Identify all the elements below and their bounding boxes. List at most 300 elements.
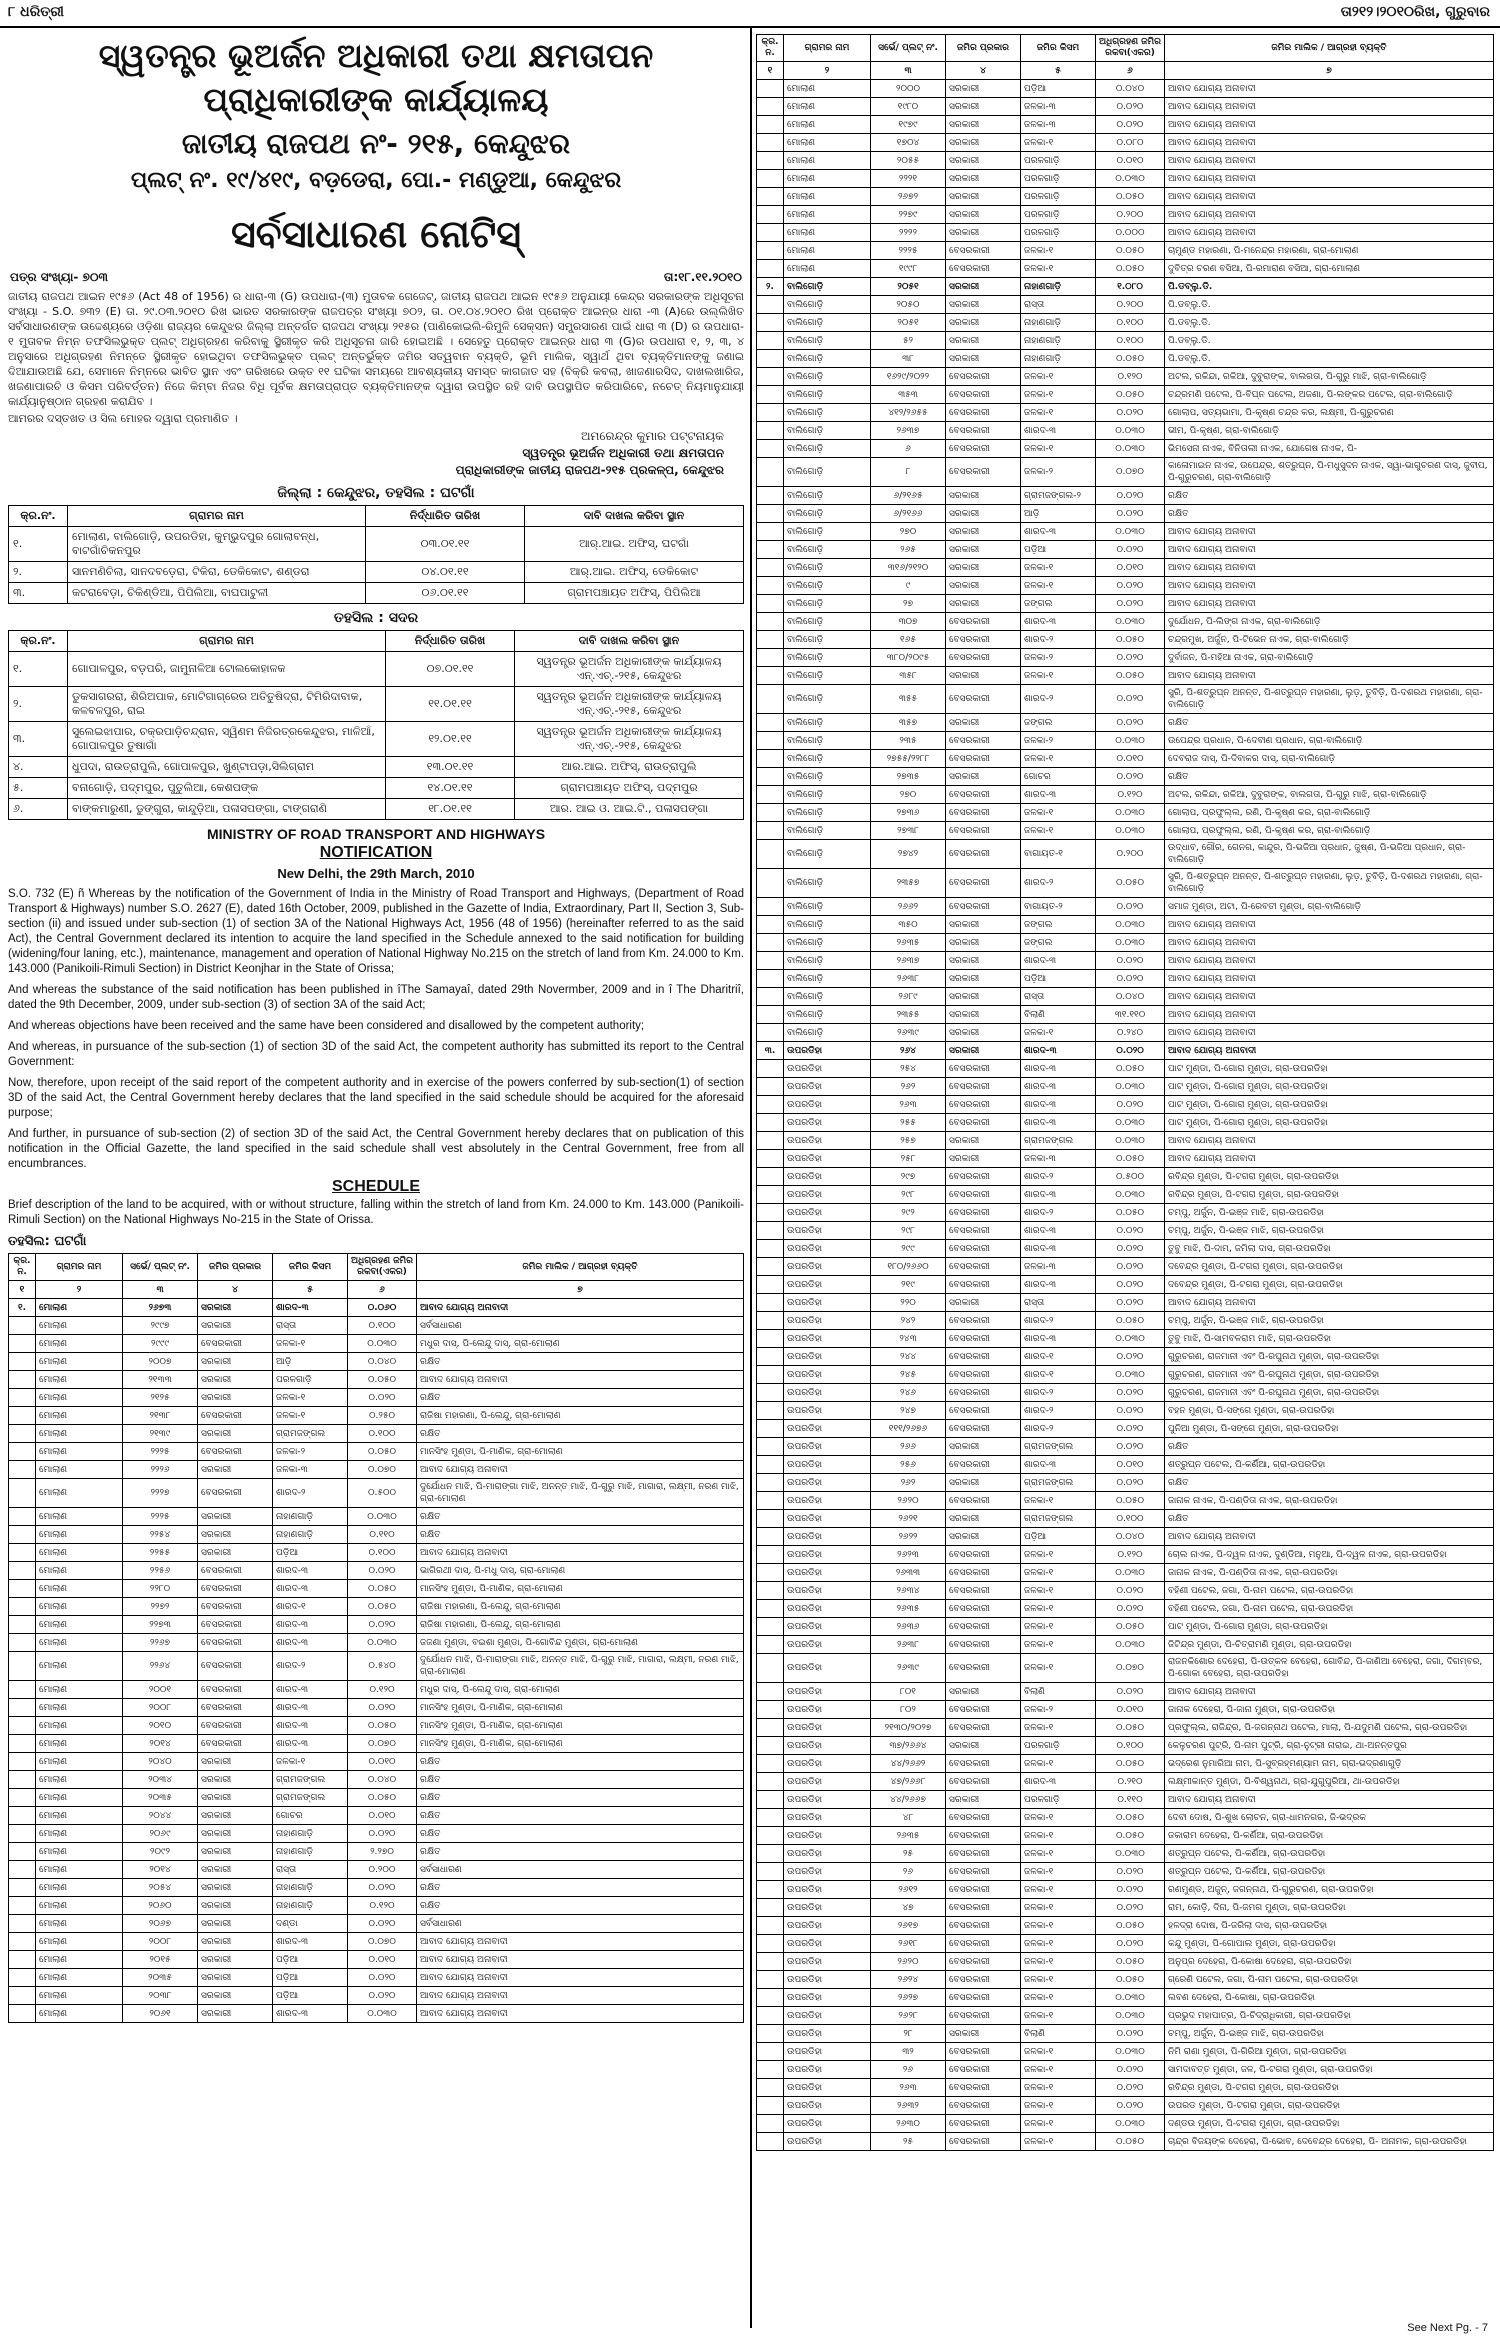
cell: ବିଲାଣି: [1021, 1006, 1096, 1024]
cell: ଦଣ୍ଡା: [273, 1915, 348, 1933]
cell: ୦.୦୩୦: [1096, 1989, 1165, 2007]
cell: ବେସରକାରୀ: [198, 1407, 273, 1425]
cell: [757, 1132, 784, 1150]
table-row: [757, 1204, 1494, 1222]
cell: ଆବାଦ ଯୋଗ୍ୟ ଅନାବାଦୀ: [1165, 1791, 1494, 1809]
cell: ୨୧୩୮: [123, 1407, 198, 1425]
cell: ବେସରକାରୀ: [946, 649, 1021, 667]
table-row: [757, 170, 1494, 188]
cell: ୨୪୭: [871, 1402, 946, 1420]
cell: ସ୍ୱତନ୍ତ୍ର ଭୂଅର୍ଜନ ଅଧିକାରୀଙ୍କ କାର୍ଯ୍ୟାଳୟ ଏନ୍.ଏଚ୍.-୨୧୫, କେନ୍ଦୁଝର: [515, 722, 744, 757]
cell: ୦.୦୨୦: [1096, 1899, 1165, 1917]
cell: ବେସରକାରୀ: [946, 1636, 1021, 1654]
cell: [757, 649, 784, 667]
cell: ସରକାରୀ: [946, 80, 1021, 98]
cell: ସୁଲେଇଝାପାର, ଚକ୍ରପାଡ଼ିଚନ୍ଦ୍ରାନ, ସ୍ୱିଣମ ନିଜିରତ୍ରକେନ୍ଦୁଝର, ମାଳିଆଁ, ଗୋପାଳପୁର ତୁଷାଗାଁ: [68, 722, 386, 757]
table-row: [757, 804, 1494, 822]
cell: ୦.୦୨୦: [1096, 1258, 1165, 1276]
cell: ୬.: [9, 799, 68, 820]
cell: [757, 1899, 784, 1917]
table-row: [757, 80, 1494, 98]
cell: ୦.୦୨୦: [1096, 1881, 1165, 1899]
cell: ୨୬୩୬: [871, 1618, 946, 1636]
cell: ୪୪/୨୬୬୭: [871, 1791, 946, 1809]
cell: ୦.୦୨୦: [1096, 1222, 1165, 1240]
cell: ଗ୍ରାମଜଙ୍ଗଲ: [273, 1771, 348, 1789]
cell: ଗ୍ରାମଜଙ୍ଗଲ: [273, 1789, 348, 1807]
table-row: [757, 1791, 1494, 1809]
cell: ଉପରଡିହା: [784, 1312, 871, 1330]
cell: ସରକାରୀ: [946, 1024, 1021, 1042]
cell: ଆବାଦ ଯୋଗ୍ୟ ଅନାବାଦୀ: [1165, 970, 1494, 988]
cell: ସରକାରୀ: [198, 1508, 273, 1526]
cell: ୨୬୧୮: [871, 1935, 946, 1953]
cell: ଚାନ୍ଦ୍ର ବିଜୟଙ୍କ ଦେହେରା, ପି-ଭୋବ, ଦେବେନ୍ଦ୍ର ଦେହେରା, ପି- ଅନାମକ, ଗ୍ରା-ଉପରଡିହା: [1165, 2133, 1494, 2151]
cell: ମୋଲାଣ: [36, 1479, 123, 1508]
cell: ସରକାରୀ: [198, 1861, 273, 1879]
cell: ସରକାରୀ: [946, 916, 1021, 934]
cell: ସରକାରୀ: [946, 541, 1021, 559]
cell: ୧.: [9, 652, 68, 687]
cell: ୫୨: [871, 332, 946, 350]
cell: ବେସରକାରୀ: [946, 2079, 1021, 2097]
cell: ବହିଣୀ ପଟେଲ, ଜଗା, ପି-ନାମ ପଟେଲ, ଗ୍ରା-ଉପରଡିହା: [1165, 1600, 1494, 1618]
cell: ୨୨୨୭: [123, 1479, 198, 1508]
cell: ୨୬୩୫: [871, 1600, 946, 1618]
col-header: ନିର୍ଦ୍ଧାରିତ ତାରିଖ: [366, 506, 525, 527]
cell: ସରକାରୀ: [198, 1915, 273, 1933]
table-row: [757, 1899, 1494, 1917]
cell: ବାଲିଗୋଡ଼ି: [784, 1006, 871, 1024]
table-row: [757, 260, 1494, 278]
cell: ବେସରକାରୀ: [946, 2133, 1021, 2151]
table-row: [9, 757, 744, 778]
cell: ୦.୦୪୦: [1096, 988, 1165, 1006]
table-row: [757, 1636, 1494, 1654]
table-row: [757, 1600, 1494, 1618]
cell: ସରକାରୀ: [198, 1969, 273, 1987]
cell: [757, 732, 784, 750]
table-row: [757, 1456, 1494, 1474]
cell: [757, 750, 784, 768]
cell: ୩୭/୨୬୬୪: [871, 1737, 946, 1755]
cell: ସରକାରୀ: [946, 1683, 1021, 1701]
cell: [9, 1479, 36, 1508]
cell: ୨୩୫: [871, 732, 946, 750]
cell: [757, 152, 784, 170]
ministry-heading: MINISTRY OF ROAD TRANSPORT AND HIGHWAYS: [206, 826, 546, 842]
cell: ୨୦୪୪: [123, 1807, 198, 1825]
cell: ଜଳକା-୧: [1021, 2115, 1096, 2133]
cell: ୦.୦୨୦: [1096, 898, 1165, 916]
cell: ଜଳକା-୧: [1021, 1654, 1096, 1683]
cell: ବେସରକାରୀ: [198, 1443, 273, 1461]
cell: ୦.୦୩୦: [1096, 732, 1165, 750]
cell: ଜଜଣା ମୁଣ୍ଡା, ବଇଶା ମୁଣ୍ଡା, ପି-ଗୋବିନ୍ଦ ମୁଣ୍ଡା, ଗ୍ରା-ମୋଲାଣ: [417, 1634, 744, 1652]
cell: ଆବାଦ ଯୋଗ୍ୟ ଅନାବାଦୀ: [1165, 80, 1494, 98]
cell: ଦବେନ୍ଦ୍ର ମୁଣ୍ଡା, ପି-ଟଗରା ମୁଣ୍ଡା, ଗ୍ରା-ଉପରଡିହା: [1165, 1258, 1494, 1276]
cell: ଜଳକା-୧: [1021, 368, 1096, 386]
cell: ଶାରଦ-୩: [1021, 1114, 1096, 1132]
cell: ମୋଲାଣ: [784, 80, 871, 98]
cell: ଜଙ୍ଗଲ: [1021, 916, 1096, 934]
cell: ଶାରଦ-୧: [273, 1598, 348, 1616]
col-number: ୫: [1021, 62, 1096, 80]
cell: ୨୫୫: [871, 1114, 946, 1132]
cell: ଜଳକା-୧: [1021, 1881, 1096, 1899]
cell: ଶାରଦ-୩: [273, 1616, 348, 1634]
cell: ବେସରକାରୀ: [198, 1616, 273, 1634]
cell: ମୋଲାଣ: [36, 1443, 123, 1461]
cell: ପାଟ ମୁଣ୍ଡା, ପି-ଗୋରା ମୁଣ୍ଡା, ଗ୍ରା-ଉପରଡିହା: [1165, 1618, 1494, 1636]
cell: ପଡ଼ିଆ: [1021, 541, 1096, 559]
table-row: [9, 2005, 744, 2023]
cell: ସରକାରୀ: [946, 332, 1021, 350]
cell: ସରକାରୀ: [946, 1006, 1021, 1024]
table-row: [757, 1042, 1494, 1060]
cell: ଆବାଦ ଯୋଗ୍ୟ ଅନାବାଦୀ: [417, 1933, 744, 1951]
cell: ବାଲିଗୋଡ଼ି: [784, 404, 871, 422]
cell: [9, 1425, 36, 1443]
cell: ବାଲିଗୋଡ଼ି: [784, 440, 871, 458]
table-row: [757, 224, 1494, 242]
cell: ପୁନିଆ ମୁଣ୍ଡା, ପି-ସଙ୍ଗେ ମୁଣ୍ଡା, ଗ୍ରା-ଉପରଡିହା: [1165, 1420, 1494, 1438]
cell: ୨୦୧୦: [123, 1717, 198, 1735]
cell: ୦.୦୩୦: [1096, 1330, 1165, 1348]
cell: [757, 224, 784, 242]
cell: ସରକାରୀ: [946, 1294, 1021, 1312]
cell: ପ୍ରଭୁଦ ମହାପାତ୍ର, ପି-ଚିଦ୍ରାଧିକାରୀ, ଗ୍ରା-ଉପରଡିହା: [1165, 2007, 1494, 2025]
table-row: [9, 1299, 744, 1317]
cell: ସରକାରୀ: [946, 1737, 1021, 1755]
cell: [757, 2097, 784, 2115]
table-row: [9, 1425, 744, 1443]
cell: ୧୯୭୯: [871, 116, 946, 134]
cell: ନାହାଣଗାଡ଼ି: [1021, 314, 1096, 332]
continued-note: See Next Pg. - 7: [1407, 2322, 1488, 2334]
cell: ମୋଲାଣ: [36, 1969, 123, 1987]
table-row: [757, 98, 1494, 116]
cell: ବେସରକାରୀ: [946, 1899, 1021, 1917]
cell: [757, 1024, 784, 1042]
cell: ଆବାଦ ଯୋଗ୍ୟ ଅନାବାଦୀ: [1165, 934, 1494, 952]
cell: ଆବାଦ ଯୋଗ୍ୟ ଅନାବାଦୀ: [1165, 577, 1494, 595]
table-row: [757, 1881, 1494, 1899]
cell: [757, 170, 784, 188]
cell: [757, 1935, 784, 1953]
cell: ସରକାରୀ: [198, 1371, 273, 1389]
cell: [757, 1971, 784, 1989]
notification-place-date: New Delhi, the 29th March, 2010: [277, 866, 475, 881]
cell: ୦.୦୨୦: [348, 1699, 417, 1717]
cell: ଶାରଦ-୧: [1021, 1366, 1096, 1384]
cell: ବାଗାୟତ-୧: [1021, 840, 1096, 869]
cell: ମାନସିଂହ ମୁଣ୍ଡା, ପି-ମାଣିକ, ଗ୍ରା-ମୋଲାଣ: [417, 1717, 744, 1735]
cell: [9, 1681, 36, 1699]
cell: ୨୬୫: [871, 541, 946, 559]
table-row: [757, 1384, 1494, 1402]
cell: ୨୦୪୦: [123, 1753, 198, 1771]
cell: ଦେବରାଜ ଦାସ୍, ପି-ଦିବାକର ଦାସ୍, ଗ୍ରା-ବାଲିଗୋଡ଼ି: [1165, 750, 1494, 768]
cell: ଉପରଡିହା: [784, 1636, 871, 1654]
cell: ୩୫୭: [871, 714, 946, 732]
cell: ଶାରଦ-୩: [1021, 422, 1096, 440]
cell: ବାଲିଗୋଡ଼ି: [784, 685, 871, 714]
cell: ପଡ଼ିଆ: [273, 1951, 348, 1969]
cell: ୨୦୫୧: [871, 278, 946, 296]
cell: ଭିମସେନା ନାଏକ, ବିନିତାଲୀ ନାଏକ, ଯୋଗେଷ ନାଏକ, ପି-: [1165, 440, 1494, 458]
cell: ଗ୍ରାମଜଙ୍ଗଲ-୨: [1021, 487, 1096, 505]
cell: ୦.୦୨୦: [1096, 768, 1165, 786]
cell: ଚମ୍ପୁ, ଅର୍ଜୁନ, ପି-ଇଞ୍ଜ ମାଝି, ଗ୍ରା-ଉପରଡିହା: [1165, 2025, 1494, 2043]
cell: [9, 1915, 36, 1933]
cell: ସରକାରୀ: [946, 134, 1021, 152]
cell: ମୋଲାଣ: [36, 1634, 123, 1652]
cell: ବାଲିଗୋଡ଼ି: [784, 505, 871, 523]
cell: ବିଲାଣି: [1021, 2025, 1096, 2043]
col-header: ଗ୍ରାମର ନାମ: [784, 35, 871, 62]
table-row: [757, 916, 1494, 934]
cell: ସରକାରୀ: [198, 1897, 273, 1915]
cell: [757, 296, 784, 314]
table-row: [9, 1598, 744, 1616]
cell: ୨.: [757, 278, 784, 296]
cell: ୦.୦୫୦: [1096, 1204, 1165, 1222]
cell: ୨୬୩୪: [871, 1582, 946, 1600]
table-row: [757, 595, 1494, 613]
cell: ତୁବୁ ମାଝି, ପି-ଦାମ, ଜମିଲା ଦାସ, ଗ୍ରା-ଉପରଡିହା: [1165, 1240, 1494, 1258]
cell: [9, 1879, 36, 1897]
cell: ସରକାରୀ: [198, 1933, 273, 1951]
cell: ୦.୦୩୦: [1096, 1564, 1165, 1582]
cell: [9, 1580, 36, 1598]
cell: ୩୫୦: [871, 916, 946, 934]
cell: ଆବାଦ ଯୋଗ୍ୟ ଅନାବାଦୀ: [1165, 1132, 1494, 1150]
cell: ବେସରକାରୀ: [946, 732, 1021, 750]
cell: କେଳୁଚରଣ ପୁଟ୍ରି, ପି-ନାମ ପୁଟ୍ରି, ଗ୍ରା-ନୁଟ୍ରୀ ନାରାଇ, ଥା-ଅନନ୍ତପୁର: [1165, 1737, 1494, 1755]
cell: ୦.୦୨୦: [1096, 2097, 1165, 2115]
cell: [757, 1060, 784, 1078]
table-row: [757, 152, 1494, 170]
cell: ୦.୦୩୦: [1096, 1636, 1165, 1654]
cell: ୦.୦୨୦: [1096, 1935, 1165, 1953]
cell: ମୋଲାଣ: [36, 1371, 123, 1389]
cell: ଶାରଦ-୩: [273, 2005, 348, 2023]
cell: ୨.୨୭୦: [348, 1843, 417, 1861]
cell: ମୋଲାଣ: [36, 1317, 123, 1335]
cell: ଉପରଡିହା: [784, 1827, 871, 1845]
table-row: [9, 1681, 744, 1699]
cell: ମୋଲାଣ: [36, 1879, 123, 1897]
cell: ରାସ୍ତା: [1021, 1294, 1096, 1312]
cell: ୦.୦୩୦: [1096, 1114, 1165, 1132]
cell: ଉପରଡିହା: [784, 1348, 871, 1366]
cell: [9, 1969, 36, 1987]
cell: ସରକାରୀ: [946, 1528, 1021, 1546]
table-row: [757, 1348, 1494, 1366]
cell: ବାଲିଗୋଡ଼ି: [784, 422, 871, 440]
cell: ମୋଲାଣ: [784, 206, 871, 224]
cell: ଶାରଦ-୩: [273, 1562, 348, 1580]
cell: ଆବାଦ ଯୋଗ୍ୟ ଅନାବାଦୀ: [417, 2005, 744, 2023]
cell: ବହନ ମୁଣ୍ଡା, ପି-ସଙ୍ଗେ ମୁଣ୍ଡା, ଗ୍ରା-ଉପରଡିହା: [1165, 1402, 1494, 1420]
cell: ଜଳକା-୧: [1021, 134, 1096, 152]
cell: ୦.୨୦୦: [1096, 296, 1165, 314]
cell: ବାଲିଗୋଡ଼ି: [784, 804, 871, 822]
cell: ରକ୍ଷିତ: [417, 1897, 744, 1915]
cell: ମୋଲାଣ, ବାଲିଗୋଡ଼ି, ଉପରଡିହା, କୁମ୍ଭୁଦପୁର ଗୋଲାବନ୍ଧ, ବାଟଗାଁଚିକନପୁର: [68, 527, 366, 562]
cell: ବାଲିଗୋଡ଼ି: [784, 613, 871, 631]
cell: ଅନୁପ୍ର ଦେହେରା, ପି-କୋଷା ଦେହେରା, ଗ୍ରା-ଉପରଡିହା: [1165, 1953, 1494, 1971]
cell: ରାଜନକିଶୋର ଦେହେରା, ପି-ଉତ୍କଳ ବେହେରା, ଗୋବିନ୍ଦ, ପି-ଜାଣିଆ ବେହେରା, ଜଗା, ଦିଗମ୍ବର, ପି-ଗୋକା ବେହେରା, ଗ୍ରା-ଉପରଡିହା: [1165, 1654, 1494, 1683]
notification-para: S.O. 732 (E) ñ Whereas by the notification of the Government of India in the Ministry of Road Transport and Highways, (Department of Road Transport & Highways) number S.O. 2627 (E), dated 16th October, 2009, published in the Gazette of India, Extraordinary, Part II, Section 3, Sub-section (ii) and issued under sub-section (1) of section 3A of the National Highways Act, 1956 (48 of 1956) (hereinafter referred to as the said Act), the Central Government declared its intention to acquire the land specified in the Schedule annexed to the said notification for building (widening/four laning, etc.), maintenance, management and operation of National Highway No.215 on the stretch of land from Km. 24.000 to Km. 143.000 (Panikoili-Rimuli Section) in District Keonjhar in the State of Orissa;: [8, 888, 744, 975]
notification-para: And whereas, in pursuance of the sub-section (1) of section 3D of the said Act, the competent authority has submitted its report to the Central Government:: [8, 1041, 744, 1068]
cell: ବାଲିଗୋଡ଼ି: [784, 822, 871, 840]
cell: ୦.୦୫୦: [1096, 1827, 1165, 1845]
cell: ଉପରଡିହା: [784, 1654, 871, 1683]
notice-body: ଜାତୀୟ ରାଜପଥ ଆଇନ ୧୯୫୬ (Act 48 of 1956) ର ଧାରା-୩ (G) ଉପଧାରା-(୩) ମୁତାବକ ଗେଜେଟ୍, ଜାତୀୟ ରାଜପଥ ଆଇନ ୧୯୫୬ ଅନୁଯାୟୀ କେନ୍ଦ୍ର ସରକାରଙ୍କ ଅଧିସୂଚନା ସଂଖ୍ୟା - S.O. ୭୩୨ (E) ତା. ୨୯.୦୩.୨୦୧୦ ରିଖ ଭାରତ ସରକାରଙ୍କ ରାଜପତ୍ର ସଂଖ୍ୟା ୭୦୨, ତା. ୦୧.୦୪.୨୦୧୦ ରିଖ ପ୍ରୋକ୍ତ ଆଇନ୍‌ର ଧାରା -୩ (A)ରେ ଉଲ୍ଲିଖିତ ସର୍ବସାଧାରଣଙ୍କ ଉଦ୍ଦେଶ୍ୟରେ ଓଡ଼ିଶା ରାଜ୍ୟର କେନ୍ଦୁଝର ଜିଲ୍ଲା ଅନ୍ତର୍ଗତ ରାଜପଥ ସଂଖ୍ୟା ୨୧୫ର (ପାଣିକୋଇଲି-ରିମୁଳି ସେକ୍ସନ) ସମ୍ପ୍ରସାରଣ ପାଇଁ ଧାରା ୩ (D) ର ଉପଧାରା- ୧ ମୁତାବକ ନିମ୍ନ ତଫସିଲଭୁକ୍ତ ପ୍ଲଟ୍ ଅଧିଗ୍ରହଣ କରିବାକୁ ସ୍ଥିରୀକୃତ କରି ଅଧିସୂଚନା ଜାରି ହୋଇଅଛି । ସେହେତୁ ପ୍ରୋକ୍ତ ଆଇନ୍‌ର ଧାରା ୩ (G)ର ଉପଧାରା ୧, ୨, ୩, ୪ ଅନୁସାରେ ଅଧିଗ୍ରହଣ ନିମନ୍ତେ ସ୍ଥିରୀକୃତ ହୋଇଥିବା ତଫସିଲଭୁକ୍ତ ପ୍ଲଟ୍ ଅନ୍ତର୍ଭୁକ୍ତ ଜମିର ସତ୍ୱବାନ ବ୍ୟକ୍ତି, ଭୂମି ମାଲିକ, ସ୍ୱାର୍ଥ ଥିବା ବ୍ୟକ୍ତିମାନଙ୍କୁ ଜଣାଇ ଦିଆଯାଉଅଛି ଯେ, ସେମାନେ ନିମ୍ନରେ ଭାବିତ ସ୍ଥାନ ଏବଂ ତାରିଖରେ ଉକ୍ତ ୧୧ ଘଟିକା ସମୟରେ ଆବଶ୍ୟକୀୟ ସମସ୍ତ କାଗଜାତ ସହ (ବିକ୍ରି କବଲା, ଖାଜଣାରସିଦ, ଦାଖଲଖାରିଜ, ଖଜଣାପାରଚି ଓ କିସମ ପରିବର୍ତ୍ତନ) ନିଜେ କିମ୍ବା ନିଜର ବିଧି ପୂର୍ବକ କ୍ଷମତାପ୍ରାପ୍ତ ବ୍ୟକ୍ତିମାନଙ୍କ ଦ୍ୱାରା ଉପସ୍ଥିତ ରହି ଦାବି ଉପସ୍ଥାପିତ କରିପାରିବେ, ନଚେତ୍ ନିୟମାନୁଯାୟୀ କାର୍ଯ୍ୟାନୁଷ୍ଠାନ ଗ୍ରହଣ କରାଯିବ ।: [8, 290, 744, 408]
cell: ୦.୦୧୦: [348, 1753, 417, 1771]
cell: ଉପରଡିହା: [784, 1492, 871, 1510]
cell: ବାଲିଗୋଡ଼ି: [784, 314, 871, 332]
table-row: [757, 206, 1494, 224]
cell: [757, 1258, 784, 1276]
cell: ବେସରକାରୀ: [198, 1717, 273, 1735]
cell: ମୋଲାଣ: [784, 260, 871, 278]
cell: ବେସରକାରୀ: [946, 613, 1021, 631]
cell: ଆବାଦ ଯୋଗ୍ୟ ଅନାବାଦୀ: [1165, 1528, 1494, 1546]
cell: [757, 1989, 784, 2007]
cell: ୩୮: [871, 350, 946, 368]
cell: ବେସରକାରୀ: [946, 631, 1021, 649]
col-header: କ୍ର. ନ.: [757, 35, 784, 62]
schedule-description: Brief description of the land to be acquired, with or without structure, falling within the stretch of land from Km. 24.000 to Km. 143.000 (Panikoili-Rimuli Section) on the National Highways No-215 in the State of Orissa.: [8, 1199, 744, 1226]
cell: ୦.୦୪୦: [348, 1353, 417, 1371]
cell: ସର୍ବସାଧାରଣ: [417, 1861, 744, 1879]
col-number: ୪: [946, 62, 1021, 80]
cell: ଶାରଦ-୨: [1021, 631, 1096, 649]
cell: ଜାନାକ ନାଏକ, ପି-ପଣ୍ଡିତା ନାଏକ, ଗ୍ରା-ଉପରଡିହା: [1165, 1564, 1494, 1582]
cell: ପରଳଗାଡ଼ି: [1021, 206, 1096, 224]
cell: ୧୭୦୪: [871, 134, 946, 152]
cell: [757, 2133, 784, 2151]
table-row: [757, 1402, 1494, 1420]
cell: ୦.୦୫୦: [1096, 1755, 1165, 1773]
table-row: [757, 1168, 1494, 1186]
cell: ଜଳକା-୧: [1021, 404, 1096, 422]
cell: ୦.୦୩୦: [1096, 170, 1165, 188]
cell: ଜଳକା-୩: [1021, 98, 1096, 116]
cell: ସରକାରୀ: [946, 595, 1021, 613]
cell: ମୋଲାଣ: [36, 1616, 123, 1634]
cell: ଗୁରୁଚରଣ, ରାଜମାନୀ ଏବଂ ପି-ରଘୁନାଥ ମୁଣ୍ଡା, ଗ୍ରା-ଉପରଡିହା: [1165, 1384, 1494, 1402]
cell: ୧.: [9, 527, 68, 562]
cell: ୨୬: [871, 2061, 946, 2079]
cell: ୦.୦୦୦: [1096, 224, 1165, 242]
cell: ୦.୧୦୦: [348, 1425, 417, 1443]
cell: ଉପରଡିହା: [784, 1420, 871, 1438]
cell: ଗୋପାଳପୁର, ବଡ଼ପରି, ଜାମୁନାଳିଆ ଟୋଲକୋହାଳକ: [68, 652, 386, 687]
cell: ଆବାଦ ଯୋଗ୍ୟ ଅନାବାଦୀ: [1165, 988, 1494, 1006]
cell: ଉପରଡିହା: [784, 1899, 871, 1917]
cell: ଶାରଦ-୩: [1021, 1773, 1096, 1791]
cell: ୦.୧୨୦: [1096, 368, 1165, 386]
cell: ସରକାରୀ: [198, 1807, 273, 1825]
cell: ୦.୦୧୦: [1096, 750, 1165, 768]
cell: ୨୯୯୯: [123, 1335, 198, 1353]
cell: ୦.୦୨୦: [348, 1969, 417, 1987]
cell: ୨୬୩୨: [871, 2097, 946, 2115]
cell: ୨୦୩୮: [123, 1987, 198, 2005]
cell: ବେସରକାରୀ: [946, 1240, 1021, 1258]
cell: ଶାରଦ-୩: [1021, 786, 1096, 804]
cell: ୦.୦୫୦: [348, 1580, 417, 1598]
cell: ୦.୦୫୦: [1096, 631, 1165, 649]
cell: [9, 1562, 36, 1580]
cell: ୮୦୨: [871, 1701, 946, 1719]
cell: ବେସରକାରୀ: [946, 1078, 1021, 1096]
cell: ୦.୦୫୦: [348, 1789, 417, 1807]
cell: ମୋଲାଣ: [36, 1861, 123, 1879]
cell: ୨୨୨୫: [123, 1443, 198, 1461]
cell: ରବିନ୍ଦ୍ର ମୁଣ୍ଡା, ପି-ଟଗରା ମୁଣ୍ଡା, ଗ୍ରା-ଉପରଡିହା: [1165, 1186, 1494, 1204]
cell: ମୋଲାଣ: [36, 1735, 123, 1753]
cell: [757, 1737, 784, 1755]
cell: ଉପରଡିହା: [784, 1402, 871, 1420]
table-row: [757, 1971, 1494, 1989]
table-row: [9, 1544, 744, 1562]
cell: [757, 1809, 784, 1827]
cell: ସରକାରୀ: [198, 1879, 273, 1897]
cell: ଗ୍ରେଣି ପଟେଲ, ଜଗା, ପି-ନାମ ପଟେଲ, ଗ୍ରା-ଉପରଡିହା: [1165, 1971, 1494, 1989]
cell: ଲବଣ ଦେହେରା, ପି-କୋଷା, ଗ୍ରା-ଉପରଡିହା: [1165, 1989, 1494, 2007]
cell: ଉପରଡିହା: [784, 1330, 871, 1348]
cell: ବେସରକାରୀ: [946, 1168, 1021, 1186]
cell: ମୋଲାଣ: [36, 1353, 123, 1371]
col-number: ୨: [36, 1281, 123, 1299]
table-row: [757, 714, 1494, 732]
cell: ବେସରକାରୀ: [946, 1366, 1021, 1384]
cell: ଶାରଦ-୩: [1021, 952, 1096, 970]
cell: ୨୨୫୬: [123, 1562, 198, 1580]
cell: ବେସରକାରୀ: [946, 1276, 1021, 1294]
cell: [757, 206, 784, 224]
cell: [757, 1294, 784, 1312]
cell: ୧୨.୦୧.୧୧: [386, 722, 515, 757]
cell: ଉପରଡିହା: [784, 2079, 871, 2097]
cell: ଲକ୍ଷ୍ମୀକାନ୍ତ ମୁଣ୍ଡା, ପି-ବିଶ୍ୱନାଥ, ଗ୍ରା-ଯୁଗୁପୁରିଆ, ଥା-ଉପରଡିହା: [1165, 1773, 1494, 1791]
cell: ଆବାଦ ଯୋଗ୍ୟ ଅନାବାଦୀ: [417, 1987, 744, 2005]
cell: ମୋଲାଣ: [36, 1987, 123, 2005]
cell: ଉପରଡିହା: [784, 1168, 871, 1186]
cell: ଶାରଦ-୩: [273, 1699, 348, 1717]
cell: ରାମ, କୋଡ଼ି, ଦିନା, ପି-ଜମଗ ମୁଣ୍ଡା, ଗ୍ରା-ଉପରଡିହା: [1165, 1899, 1494, 1917]
cell: ଶାରଦ-୨: [1021, 1402, 1096, 1420]
col-header: ଜମିର କିସମ: [1021, 35, 1096, 62]
cell: ଜଳକା-୧: [1021, 440, 1096, 458]
cell: ୦.୦୨୦: [348, 1825, 417, 1843]
cell: ଆବାଦ ଯୋଗ୍ୟ ଅନାବାଦୀ: [1165, 1294, 1494, 1312]
cell: [757, 1881, 784, 1899]
cell: ୨୬୬: [871, 1438, 946, 1456]
cell: ଶାରଦ-୩: [273, 1717, 348, 1735]
cell: ଗ୍ରାମଜଙ୍ଗଲ: [1021, 1132, 1096, 1150]
cell: ୨୭୩୫: [871, 768, 946, 786]
cell: ସରକାରୀ: [198, 2005, 273, 2023]
table-row: [757, 613, 1494, 631]
cell: ଶତ୍ରୁଘ୍ନ ପଟେଲ, ପି-କର୍ଣିଆ, ଗ୍ରା-ଉପରଡିହା: [1165, 1863, 1494, 1881]
cell: ୦.୦୨୦: [1096, 685, 1165, 714]
